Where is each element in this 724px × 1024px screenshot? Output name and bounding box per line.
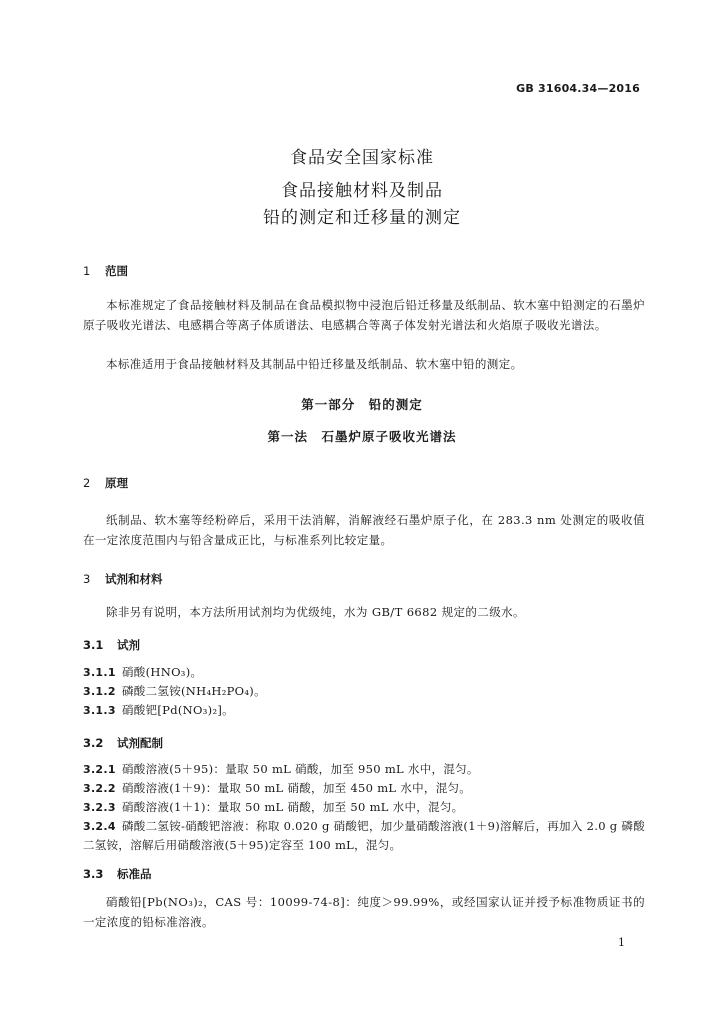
standard-code: GB 31604.34—2016 [516,82,640,95]
section-3-1-number: 3.1 [83,638,104,652]
section-1-title: 范围 [105,264,129,278]
section-3-3-heading [83,866,152,882]
item-number: 3.2.4 [83,820,116,833]
item-number: 3.1.1 [83,666,116,679]
main-title: 食品安全国家标准 [290,148,434,168]
item-text: 磷酸二氢铵-硝酸钯溶液：称取 0.020 g 硝酸钯，加少量硝酸溶液(1＋9)溶解后，再加入 2.0 g 磷酸二氢铵，溶解后用硝酸溶液(5＋95)定容至 100 mL，混匀。 [83,819,645,852]
list-item [83,701,645,720]
method-heading: 第一法 石墨炉原子吸收光谱法 [267,429,457,444]
section-3-heading [83,571,163,587]
subtitle-line-1: 食品接触材料及制品 [281,181,443,201]
list-item [83,682,645,701]
section-1-heading [83,263,128,279]
page-number: 1 [618,936,625,949]
list-item [83,817,645,855]
section-3-3-title: 标准品 [117,867,152,881]
item-text: 硝酸溶液(5＋95)：量取 50 mL 硝酸，加至 950 mL 水中，混匀。 [122,762,479,776]
item-number: 3.2.3 [83,801,116,814]
section-3-title: 试剂和材料 [105,572,163,586]
section-2-paragraph: 纸制品、软木塞等经粉碎后，采用干法消解，消解液经石墨炉原子化，在 283.3 nm 处测定的吸收值在一定浓度范围内与铅含量成正比，与标准系列比较定量。 [83,513,645,547]
subtitle-line-2: 铅的测定和迁移量的测定 [263,208,461,228]
item-text: 磷酸二氢铵(NH₄H₂PO₄)。 [122,684,266,698]
section-3-number: 3 [83,572,91,586]
item-number: 3.1.3 [83,704,116,717]
section-2-title: 原理 [105,476,129,490]
list-item [83,760,645,779]
item-number: 3.2.2 [83,782,116,795]
item-text: 硝酸(HNO₃)。 [122,665,203,679]
section-3-1-heading [83,637,140,653]
section-3-2-heading [83,735,163,751]
part-heading: 第一部分 铅的测定 [301,397,423,412]
section-3-1-title: 试剂 [117,638,141,652]
item-number: 3.2.1 [83,763,116,776]
section-1-paragraph-2: 本标准适用于食品接触材料及其制品中铅迁移量及纸制品、软木塞中铅的测定。 [106,357,523,371]
item-text: 硝酸钯[Pd(NO₃)₂]。 [122,703,234,717]
list-item [83,779,645,798]
section-1-number: 1 [83,264,91,278]
section-3-3-number: 3.3 [83,867,104,881]
section-3-paragraph: 除非另有说明，本方法所用试剂均为优级纯，水为 GB/T 6682 规定的二级水。 [106,605,525,619]
section-3-3-paragraph: 硝酸铅[Pb(NO₃)₂，CAS 号：10099-74-8]：纯度＞99.99%，或经国家认证并授予标准物质证书的一定浓度的铅标准溶液。 [83,895,645,929]
item-text: 硝酸溶液(1＋1)：量取 50 mL 硝酸，加至 50 mL 水中，混匀。 [122,800,464,814]
item-number: 3.1.2 [83,685,116,698]
item-text: 硝酸溶液(1＋9)：量取 50 mL 硝酸，加至 450 mL 水中，混匀。 [122,781,472,795]
section-1-paragraph-1: 本标准规定了食品接触材料及制品在食品模拟物中浸泡后铅迁移量及纸制品、软木塞中铅测定的石墨炉原子吸收光谱法、电感耦合等离子体质谱法、电感耦合等离子体发射光谱法和火焰原子吸收光谱法。 [83,298,645,332]
section-3-2-title: 试剂配制 [117,736,164,750]
section-2-number: 2 [83,476,91,490]
section-2-heading [83,475,128,491]
section-3-2-number: 3.2 [83,736,104,750]
list-item [83,663,645,682]
list-item [83,798,645,817]
